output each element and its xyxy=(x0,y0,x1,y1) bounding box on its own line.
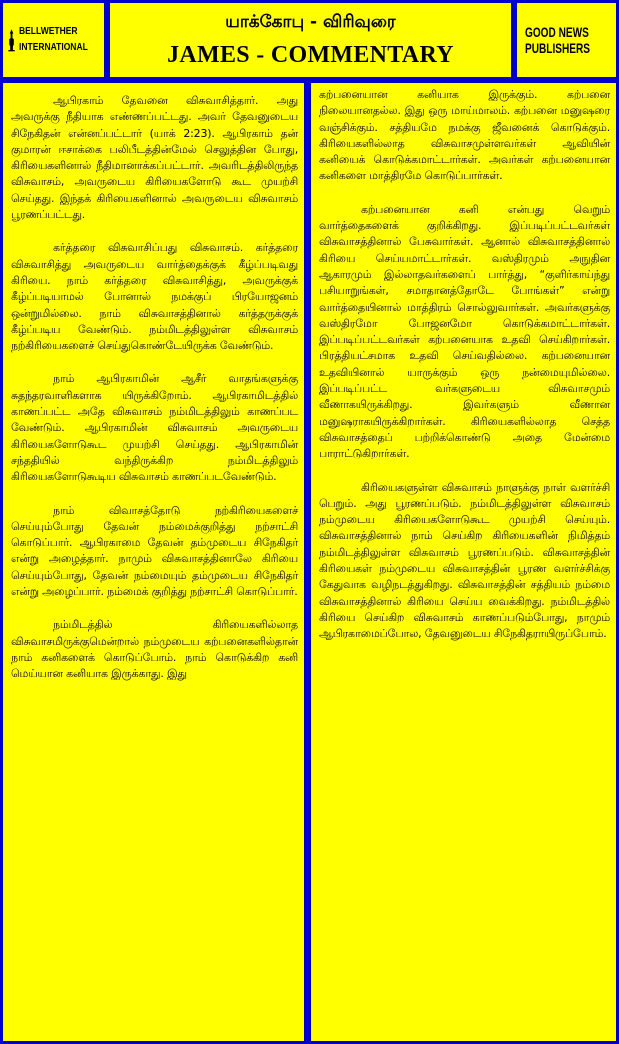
paragraph: நாம் ஆபிரகாமின் ஆசீர் வாதங்களுக்கு சுதந்தரவாளிகளாக யிருக்கிறோம். ஆபிரகாமிடத்தில் காணப்பட்ட அதே விசுவாசம் நம்மிடத்திலும் காணப்பட வேண்டும். ஆபிரகாமின் விசுவாசம் அவருடைய கிரியைகளோடுகூட முயற்சி செய்தது. ஆபிரகாமின் சந்ததியில் வந்திருக்கிற நம்மிடத்திலும் கிரியைகளோடுகூடிய விசுவாசம் காணப்படவேண்டும். xyxy=(11,372,298,484)
paragraph: கர்த்தரை விசுவாசிப்பது விசுவாசம். கர்த்தரை விசுவாசித்து அவருடைய வார்த்தைக்குக் கீழ்ப்படிவது கிரியை. நாம் கர்த்தரை விசுவாசித்து, அவருக்குக் கீழ்ப்படியாமல் போனால் நமக்குப் பிரயோஜனம் ஒன்றுமில்லை. நாம் விசுவாசத்தினால் கர்த்தருக்குக் கீழ்ப்படிய வேண்டும். நம்மிடத்திலுள்ள விசுவாசம் நற்கிரியைகளைச் செய்துகொண்டேயிருக்க வேண்டும். xyxy=(11,241,298,353)
paragraph: நாம் விவாசத்தோடு நற்கிரியைகளைச் செய்யும்போது தேவன் நம்மைக்குறித்து நற்சாட்சி கொடுப்பார். ஆபிரகாமை தேவன் தம்முடைய சிநேகிதர் என்று அழைத்தார். நாமும் விசுவாசத்தினாலே கிரியை செய்யும்போது, தேவன் நம்மையும் தம்முடைய சிநேகிதர் என்று அழைப்பார். நம்மைக் குறித்து நற்சாட்சி கொடுப்பார். xyxy=(11,503,298,599)
rider-pin-icon xyxy=(7,14,16,66)
right-column xyxy=(311,83,616,1041)
logo-right-line1: GOOD NEWS xyxy=(525,24,589,40)
logo-right-line2: PUBLISHERS xyxy=(525,40,590,56)
title-panel xyxy=(110,3,511,77)
english-title: JAMES - COMMENTARY xyxy=(167,42,454,68)
paragraph: நம்மிடத்தில் கிரியைகளில்லாத விசுவாசமிருக்குமென்றால் நம்முடைய கற்பனைகளில்தான் நாம் கனிகளைக் கொடுப்போம். நாம் கொடுக்கிற கனி மெய்யான கனியாக இருக்காது. இது xyxy=(11,618,298,681)
left-column xyxy=(3,83,304,1041)
paragraph: கற்பனையான கனியாக இருக்கும். கற்பனை நிலையானதல்ல. இது ஒரு மாய்மாலம். கற்பனை மனுஷரை வஞ்சிக்கும். சத்தியமே நமக்கு ஜீவனைக் கொடுக்கும். கிரியைகளில்லாத விசுவாசமுள்ளவர்கள் ஆவியின் கனியைக் கொடுக்கமாட்டார்கள். அவர்கள் கற்பனையான கனிகளை மாத்திரமே கொடுப்பார்கள். xyxy=(319,88,610,183)
good-news-logo xyxy=(517,3,616,77)
tamil-title: யாக்கோபு - விரிவுரை xyxy=(225,12,396,32)
logo-left-line1: BELLWETHER xyxy=(19,26,78,37)
paragraph: கற்பனையான கனி என்பது வெறும் வார்த்தைகளைக் குறிக்கிறது. இப்படிப்பட்டவர்கள் விசுவாசத்தினால் பேசுவார்கள். ஆனால் விசுவாசத்தினால் கிரியை செய்யமாட்டார்கள். வஸ்திரமும் அநுதின ஆகாரமும் இல்லாதவர்களைப் பார்த்து, “குளிர்காய்ந்து பசியாறுங்கள், சமாதானத்தோடே போங்கள்” என்று வார்த்தையினால் மாத்திரம் சொல்லுவார்கள். அவர்களுக்கு வஸ்திரமோ போஜனமோ கொடுக்கமாட்டார்கள். இப்படிப்பட்டவர்கள் கற்பனையாக உதவி செய்கிறார்கள். பிரத்தியட்சமாக உதவி செய்வதில்லை. கற்பனையான உதவியினால் யாருக்கும் ஒரு நன்மையுமில்லை. இப்படிப்பட்ட வர்களுடைய விசுவாசமும் வீணாகயிருக்கிறது. இவர்களும் வீணான மனுஷராகயிருக்கிறார்கள். கிரியைகளில்லாத செத்த விசுவாசத்தைப் பற்றிக்கொண்டு அதை மேன்மை பாராட்டுகிறார்கள். xyxy=(319,202,610,461)
paragraph: கிரியைகளுள்ள விசுவாசம் நாளுக்கு நாள் வளர்ச்சி பெறும். அது பூரணப்படும். நம்மிடத்திலுள்ள விசுவாசம் நம்முடைய கிரியைகளோடுகூட முயற்சி செய்யும். விசுவாசத்தினால் நாம் செய்கிற கிரியைகளின் நிமித்தம் நம்மிடத்திலுள்ள விசுவாசம் பூரணப்படும். விசுவாசத்தின் கிரியைகள் நம்முடைய விசுவாசத்தின் பூரண வளர்ச்சிக்கு கேதுவாக வழிநடத்துகிறது. விசுவாசத்தின் சத்தியம் நம்மை விசுவாசத்தினால் கிரியை செய்ய வைக்கிறது. நம்மிடத்தில் கிரியை செய்கிற விசுவாசம் காணப்படும்போது, நாமும் ஆபிரகாமைப்போல, தேவனுடைய சிநேகிதராயிருப்போம். xyxy=(319,480,610,641)
logo-left-line2: INTERNATIONAL xyxy=(19,42,88,53)
paragraph: ஆபிரகாம் தேவனை விசுவாசித்தார். அது அவருக்கு நீதியாக எண்ணப்பட்டது. அவர் தேவனுடைய சிநேகிதன் என்னப்பட்டார் (யாக் 2:23). ஆபிரகாம் தன் குமாரன் ஈசாக்கை பலிபீடத்தின்மேல் செலுத்தின போது, கிரியைகளினால் நீதிமானாக்கப்பட்டார். அவரிடத்திலிருந்த விசுவாசம், அவருடைய கிரியைகளோடு கூட முயற்சி செய்தது. இந்தக் கிரியைகளினால் அவருடைய விசுவாசம் பூரணப்பட்டது. xyxy=(11,94,298,222)
bellwether-logo xyxy=(3,3,104,77)
